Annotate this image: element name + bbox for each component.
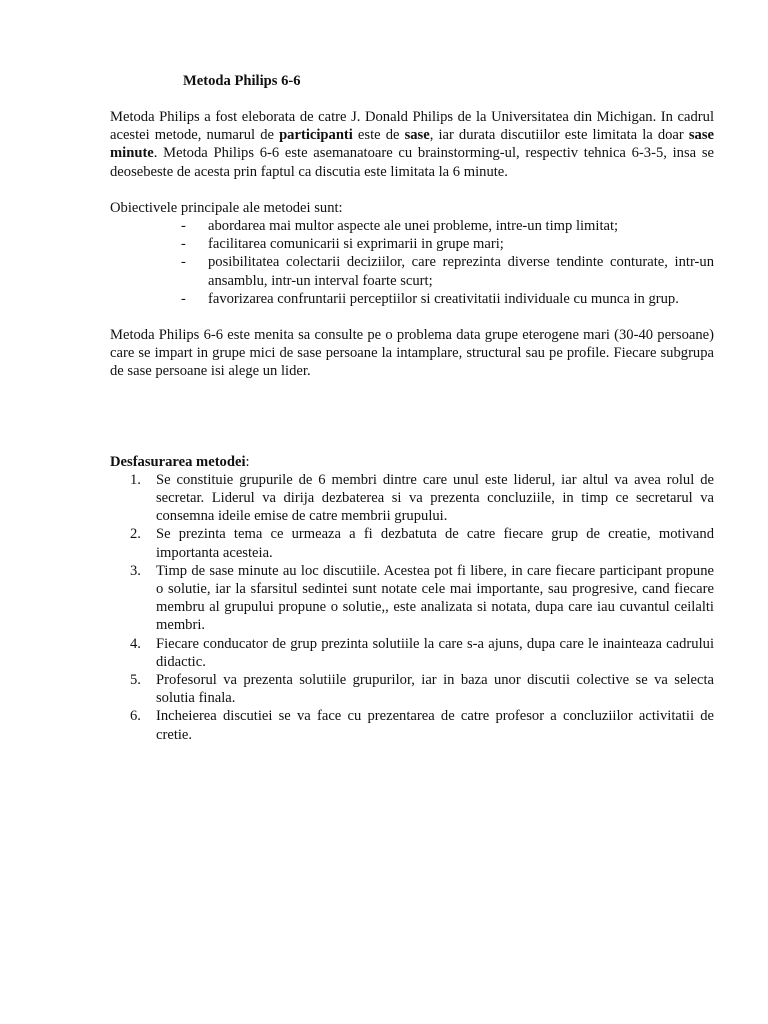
step-item: 1. Se constituie grupurile de 6 membri dintre care unul este liderul, iar altul va avea rolul de secretar. Liderul va dirija dezbaterea si va prezenta concluziile, in timp ce secretarul va consemna ideile emise de catre membrii grupului. bbox=[130, 471, 714, 525]
list-item: - favorizarea confruntarii perceptiilor si creativitatii individuale cu munca in grup. bbox=[181, 290, 679, 307]
bold-participanti: participanti bbox=[279, 127, 353, 144]
bold-sase-minute: sase minute bbox=[110, 127, 714, 162]
intro-paragraph: Metoda Philips a fost eleborata de catre J. Donald Philips de la Universitatea din Michigan. In cadrul acestei metode, numarul de participanti este de sase, iar durata discutiilor este limitata la doar sase minute. Metoda Philips 6-6 este asemanatoare cu brainstorming-ul, respectiv tehnica 6-3-5, insa se deosebeste de acesta prin faptul ca discutia este limitata la 6 minute. bbox=[110, 109, 714, 180]
document-title: Metoda Philips 6-6 bbox=[183, 73, 301, 89]
list-item: - abordarea mai multor aspecte ale unei probleme, intre-un timp limitat; bbox=[181, 218, 619, 235]
objectives-heading: Obiectivele principale ale metodei sunt: bbox=[110, 199, 343, 216]
step-item: 4. Fiecare conducator de grup prezinta solutiile la care s-a ajuns, dupa care le inainteaza cadrului didactic. bbox=[130, 635, 714, 670]
dash-marker: - bbox=[181, 236, 186, 253]
step-number: 6. bbox=[130, 708, 141, 725]
step-number: 4. bbox=[130, 635, 141, 652]
step-number: 3. bbox=[130, 562, 141, 579]
step-item: 5. Profesorul va prezenta solutiile grupurilor, iar in baza unor discutii colective se va selecta solutia finala. bbox=[130, 672, 714, 707]
bold-sase: sase bbox=[404, 127, 430, 144]
groups-paragraph: Metoda Philips 6-6 este menita sa consulte pe o problema data grupe eterogene mari (30-40 persoane) care se impart in grupe mici de sase persoane la intamplare, structural sau pe profile. Fiecare subgrupa de sase persoane isi alege un lider. bbox=[110, 327, 714, 380]
document-page bbox=[110, 72, 714, 744]
dash-marker: - bbox=[181, 254, 186, 271]
procedure-section bbox=[110, 453, 714, 744]
dash-marker: - bbox=[181, 218, 186, 235]
dash-marker: - bbox=[181, 290, 186, 307]
list-item: - facilitarea comunicarii si exprimarii in grupe mari; bbox=[181, 236, 504, 253]
step-number: 1. bbox=[130, 471, 141, 488]
step-number: 5. bbox=[130, 672, 141, 689]
step-item: 3. Timp de sase minute au loc discutiile. Acestea pot fi libere, in care fiecare participant propune o solutie, iar la sfarsitul sedintei sunt notate cele mai importante, sau progresive, cand fiecare membru al grupului propune o solutie,, este analizata si notata, dupa care iau cuvantul ceilalti membri. bbox=[130, 562, 714, 634]
step-number: 2. bbox=[130, 526, 141, 543]
procedure-steps bbox=[110, 471, 714, 744]
step-item: 6. Incheierea discutiei se va face cu prezentarea de catre profesor a concluziilor activitatii de cretie. bbox=[130, 708, 714, 743]
step-item: 2. Se prezinta tema ce urmeaza a fi dezbatuta de catre fiecare grup de creatie, motivand importanta acesteia. bbox=[130, 526, 714, 561]
objectives-section bbox=[110, 199, 714, 308]
list-item: - posibilitatea colectarii deciziilor, care reprezinta diverse tendinte conturate, intr-un ansamblu, intr-un interval foarte scurt; bbox=[181, 254, 714, 289]
objectives-list bbox=[110, 217, 714, 308]
procedure-heading: Desfasurarea metodei: bbox=[110, 453, 250, 470]
